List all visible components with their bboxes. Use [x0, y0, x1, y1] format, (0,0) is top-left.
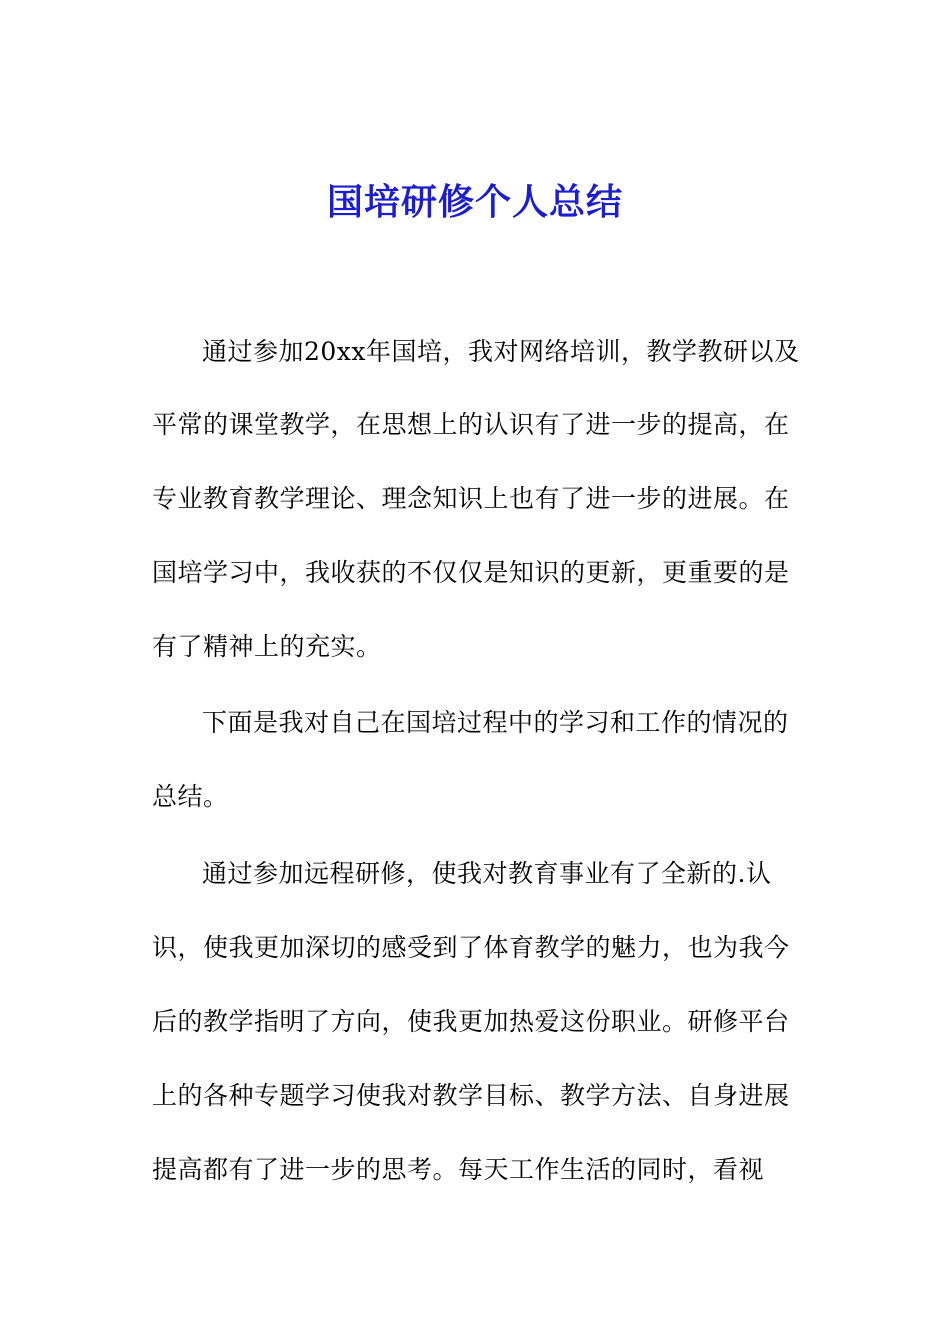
paragraph-line: 有了精神上的充实。: [152, 632, 382, 661]
paragraph-line: 平常的课堂教学，在思想上的认识有了进一步的提高，在: [152, 410, 790, 439]
paragraph-line: 通过参加20xx年国培，我对网络培训，教学教研以及: [202, 337, 800, 366]
paragraph-line: 后的教学指明了方向，使我更加热爱这份职业。研修平台: [152, 1007, 790, 1036]
paragraph-line: 通过参加远程研修，使我对教育事业有了全新的.认: [202, 859, 772, 888]
paragraph-line: 下面是我对自己在国培过程中的学习和工作的情况的: [202, 708, 789, 737]
document-title: 国培研修个人总结: [326, 181, 623, 223]
paragraph-line: 上的各种专题学习使我对教学目标、教学方法、自身进展: [152, 1081, 790, 1110]
paragraph-line: 国培学习中，我收获的不仅仅是知识的更新，更重要的是: [152, 558, 790, 587]
paragraph-line: 提高都有了进一步的思考。每天工作生活的同时，看视: [152, 1155, 765, 1184]
paragraph-line: 专业教育教学理论、理念知识上也有了进一步的进展。在: [152, 484, 790, 513]
paragraph-line: 识，使我更加深切的感受到了体育教学的魅力，也为我今: [152, 933, 790, 962]
paragraph-line: 总结。: [152, 782, 229, 811]
